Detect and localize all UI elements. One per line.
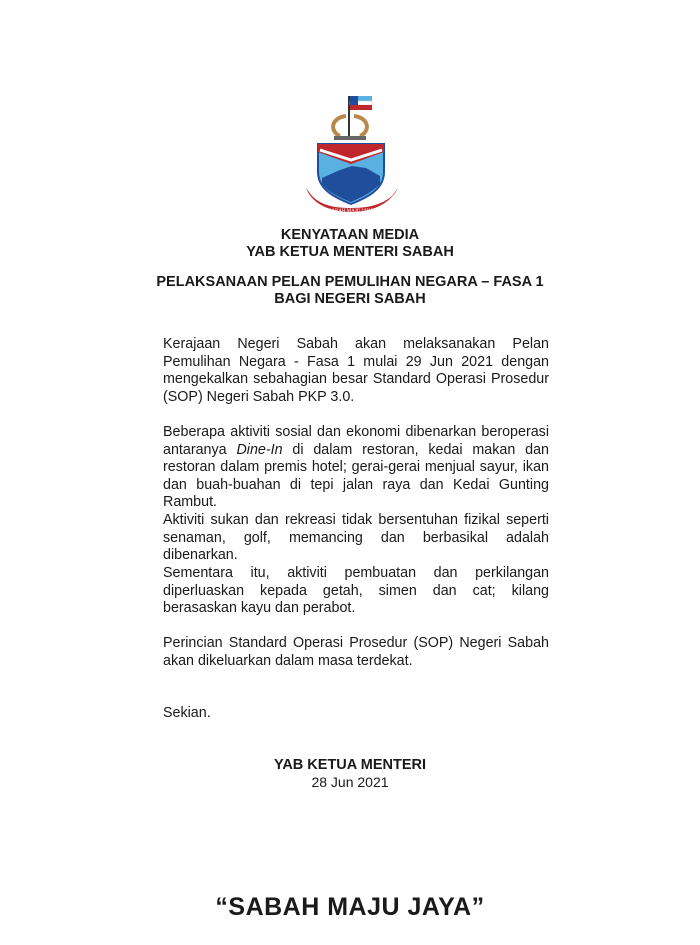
footer-motto: “SABAH MAJU JAYA” xyxy=(215,893,485,921)
header-line-1: KENYATAAN MEDIA xyxy=(280,227,420,243)
signature-date: 28 Jun 2021 xyxy=(311,774,389,790)
paragraph-2-text-a: Beberapa aktiviti sosial dan ekonomi dibenarkan beroperasi antaranya xyxy=(163,424,549,458)
paragraph-2-text-b: di dalam restoran, kedai makan dan restoran dalam premis hotel; gerai-gerai menjual sayur, ikan dan buah-buahan di tepi jalan raya dan Kedai Gunting Rambut. xyxy=(163,441,550,511)
title-line-2: BAGI NEGERI SABAH xyxy=(274,291,426,307)
paragraph-2 xyxy=(163,424,549,512)
sabah-crest-logo xyxy=(300,92,404,216)
media-statement-header xyxy=(0,227,700,261)
signature-block xyxy=(0,757,700,791)
document-title xyxy=(0,274,700,308)
closing: Sekian. xyxy=(163,705,211,721)
signature-title: YAB KETUA MENTERI xyxy=(274,757,426,773)
header-line-2: YAB KETUA MENTERI SABAH xyxy=(246,244,454,260)
paragraph-5: Perincian Standard Operasi Prosedur (SOP) Negeri Sabah akan dikeluarkan dalam masa terdekat. xyxy=(163,635,549,669)
svg-text:SABAH MAJU JAYA: SABAH MAJU JAYA xyxy=(328,209,374,214)
paragraph-1: Kerajaan Negeri Sabah akan melaksanakan Pelan Pemulihan Negara - Fasa 1 mulai 29 Jun 2021 dengan mengekalkan sebahagian besar Standard Operasi Prosedur (SOP) Negeri Sabah PKP 3.0. xyxy=(163,336,549,405)
paragraph-2-dine-in: Dine-In xyxy=(236,441,283,458)
title-line-1: PELAKSANAAN PELAN PEMULIHAN NEGARA – FASA 1 xyxy=(156,274,544,290)
paragraph-3: Aktiviti sukan dan rekreasi tidak bersentuhan fizikal seperti senaman, golf, memancing dan berbasikal adalah dibenarkan. xyxy=(163,512,549,564)
paragraph-4: Sementara itu, aktiviti pembuatan dan perkilangan diperluaskan kepada getah, simen dan cat; kilang berasaskan kayu dan perabot. xyxy=(163,565,549,617)
